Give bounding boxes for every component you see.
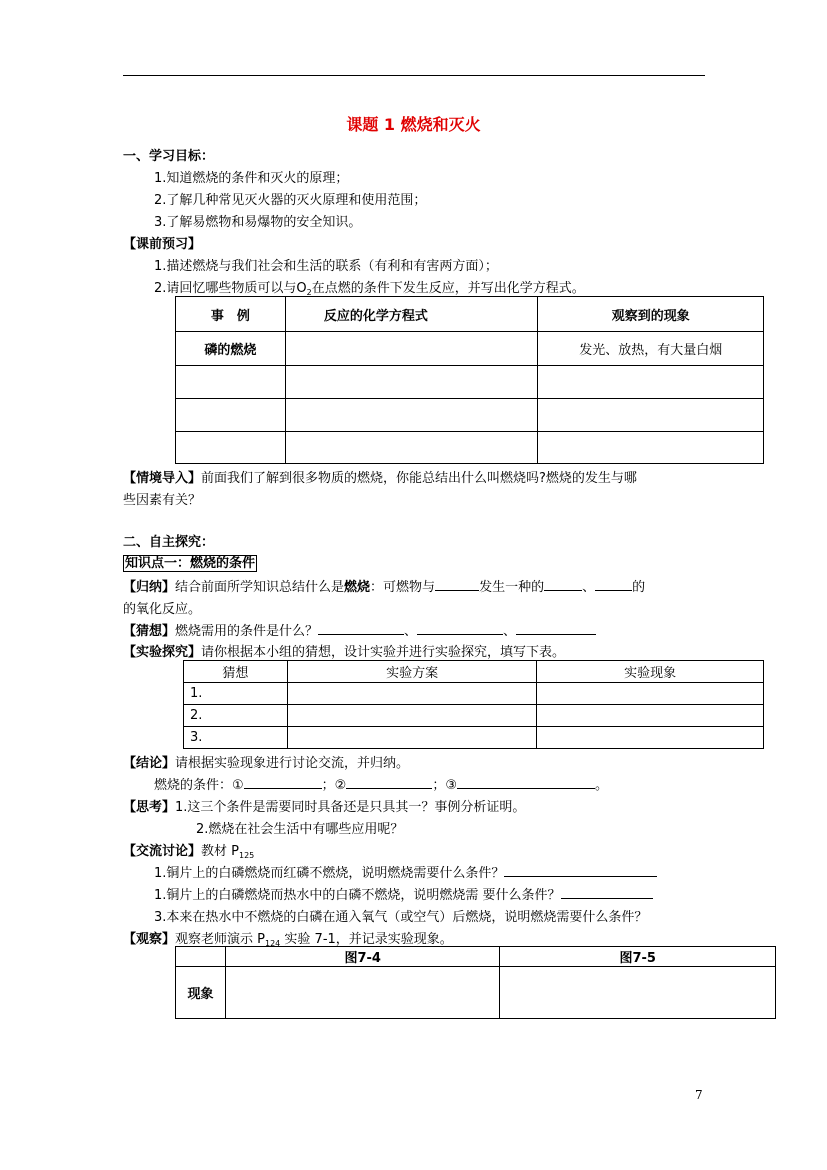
reaction-table (175, 296, 764, 464)
observation-table (175, 946, 776, 1019)
table-cell: 磷的燃烧 (176, 332, 286, 366)
table-cell (285, 366, 538, 399)
table-cell (538, 432, 764, 464)
goal-1: 1.知道燃烧的条件和灭火的原理； (154, 171, 349, 186)
guess-line: 【猜想】燃烧需用的条件是什么？ 、 、 (123, 620, 596, 639)
page-title: 课题 1 燃烧和灭火 (346, 115, 481, 134)
table-cell (285, 399, 538, 432)
table-cell: 1. (184, 683, 288, 705)
table-cell (287, 727, 537, 749)
section-2-heading: 二、自主探究： (123, 535, 215, 550)
knowledge-point: 知识点一：燃烧的条件 (125, 556, 256, 571)
think-line-2: 2.燃烧在社会生活中有哪些应用呢？ (196, 822, 404, 837)
guina-line-2: 的氧化反应。 (123, 602, 202, 617)
think-line-1: 【思考】1.这三个条件是需要同时具备还是只具其一？事例分析证明。 (123, 800, 526, 815)
th-result: 实验现象 (537, 661, 764, 683)
discussion-q2: 1.铜片上的白磷燃烧而热水中的白磷不燃烧，说明燃烧需 要什么条件？ (154, 884, 653, 903)
table-cell (538, 399, 764, 432)
section-1-heading: 一、学习目标： (123, 149, 215, 164)
experiment-table (183, 660, 764, 749)
goal-2: 2.了解几种常见灭火器的灭火原理和使用范围； (154, 193, 427, 208)
th-fig-7-5: 图7-5 (500, 947, 776, 967)
intro-line-1: 【情境导入】前面我们了解到很多物质的燃烧，你能总结出什么叫燃烧吗?燃烧的发生与哪 (123, 471, 637, 486)
header-rule (123, 75, 705, 76)
exp-line: 【实验探究】请你根据本小组的猜想，设计实验并进行实验探究，填写下表。 (123, 645, 566, 660)
table-cell (537, 727, 764, 749)
table-cell (285, 332, 538, 366)
conditions-line: 燃烧的条件：① ；② ；③ 。 (154, 778, 608, 793)
table-cell (287, 683, 537, 705)
intro-line-2: 些因素有关？ (123, 493, 202, 508)
table-cell (225, 967, 500, 1019)
table-cell (285, 432, 538, 464)
row-label-phenomenon: 现象 (176, 967, 226, 1019)
table-cell (538, 366, 764, 399)
preview-q2: 2.请回忆哪些物质可以与$O_2$在点燃的条件下发生反应，并写出化学方程式。 (154, 281, 585, 297)
table-cell (287, 705, 537, 727)
table-cell (176, 947, 226, 967)
th-phenomenon: 观察到的现象 (538, 297, 764, 332)
discussion-q3: 3.本来在热水中不燃烧的白磷在通入氧气（或空气）后燃烧，说明燃烧需要什么条件？ (154, 910, 648, 925)
preview-q1: 1.描述燃烧与我们社会和生活的联系（有利和有害两方面）； (154, 259, 498, 274)
table-cell: 2. (184, 705, 288, 727)
preview-tag: 【课前预习】 (123, 237, 202, 252)
th-plan: 实验方案 (287, 661, 537, 683)
th-fig-7-4: 图7-4 (225, 947, 500, 967)
table-cell (176, 366, 286, 399)
th-guess: 猜想 (184, 661, 288, 683)
table-cell (537, 705, 764, 727)
discussion-line: 【交流讨论】教材 $P_{125}$ (123, 844, 255, 860)
table-cell: 3. (184, 727, 288, 749)
table-cell: 发光、放热，有大量白烟 (538, 332, 764, 366)
observe-line: 【观察】观察老师演示 $P_{124}$ 实验 7-1，并记录实验现象。 (123, 932, 453, 948)
discussion-q1: 1.铜片上的白磷燃烧而红磷不燃烧，说明燃烧需要什么条件？ (154, 862, 657, 881)
table-cell (176, 432, 286, 464)
guina-line-1: 【归纳】结合前面所学知识总结什么是燃烧：可燃物与 发生一种的 、 的 (123, 580, 646, 595)
table-cell (537, 683, 764, 705)
page-number: 7 (695, 1088, 703, 1102)
table-cell (176, 399, 286, 432)
table-cell (500, 967, 776, 1019)
goal-3: 3.了解易燃物和易爆物的安全知识。 (154, 215, 362, 230)
th-example: 事 例 (176, 297, 286, 332)
th-equation: 反应的化学方程式 (285, 297, 538, 332)
conclusion-line: 【结论】请根据实验现象进行讨论交流，并归纳。 (123, 756, 410, 771)
